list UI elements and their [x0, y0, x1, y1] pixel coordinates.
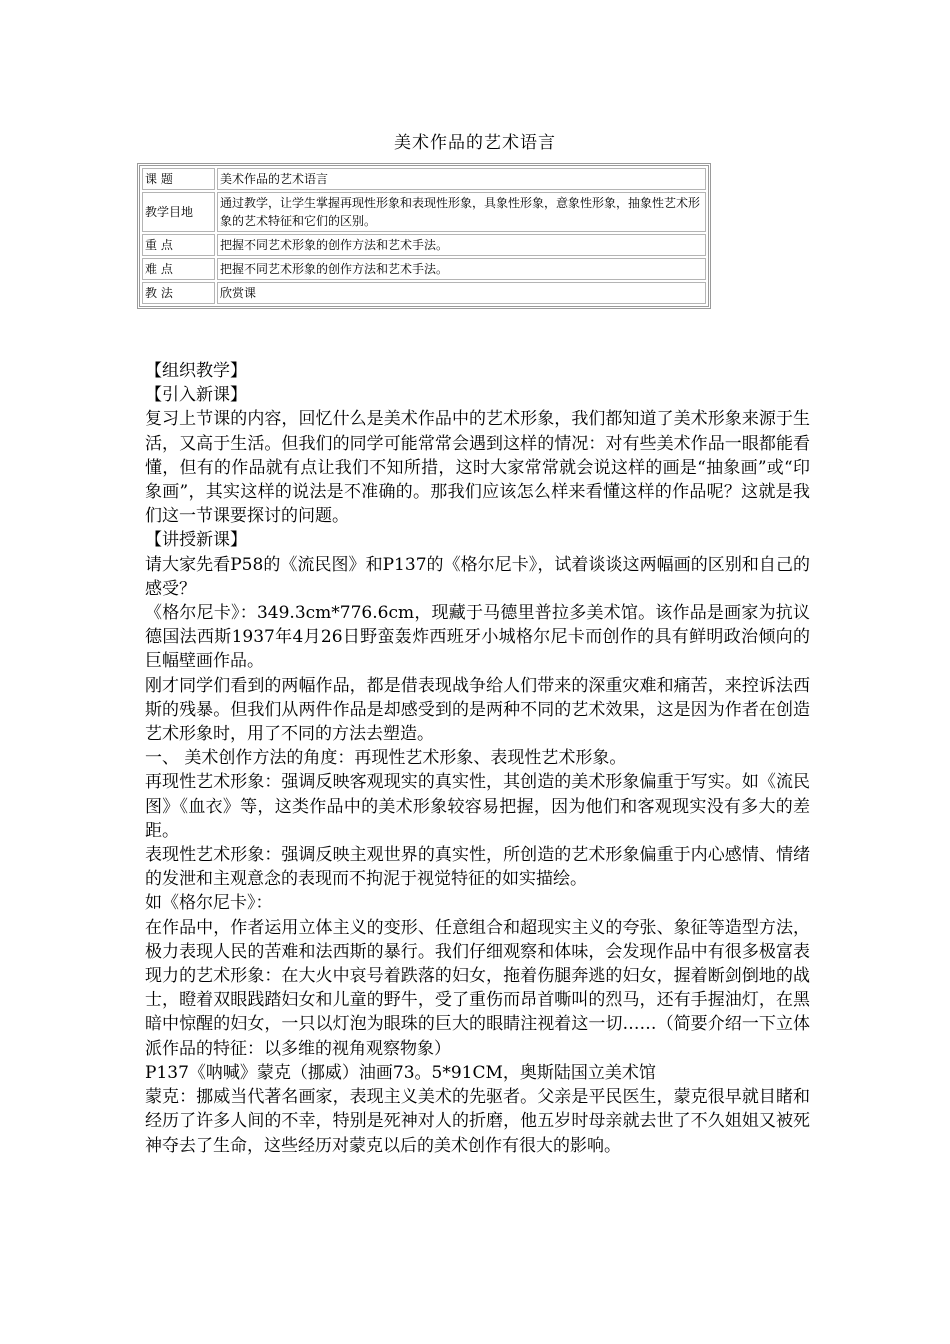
- table-row: [142, 192, 706, 232]
- section-heading: 【讲授新课】: [145, 530, 247, 551]
- paragraph: 《格尔尼卡》：349.3cm*776.6cm，现藏于马德里普拉多美术馆。该作品是画家为抗议德国法西斯1937年4月26日野蛮轰炸西班牙小城格尔尼卡而创作的具有鲜明政治倾向的巨幅壁画作品。: [145, 603, 810, 672]
- row-value: 通过教学，让学生掌握再现性形象和表现性形象，具象性形象，意象性形象，抽象性艺术形象的艺术特征和它们的区别。: [217, 192, 706, 232]
- paragraph: 在作品中，作者运用立体主义的变形、任意组合和超现实主义的夸张、象征等造型方法，极力表现人民的苦难和法西斯的暴行。我们仔细观察和体味，会发现作品中有很多极富表现力的艺术形象：在大火中哀号着跌落的妇女，拖着伤腿奔逃的妇女，握着断剑倒地的战士，瞪着双眼践踏妇女和儿童的野牛，受了重伤而昂首嘶叫的烈马，还有手握油灯，在黑暗中惊醒的妇女，一只以灯泡为眼珠的巨大的眼睛注视着这一切……（简要介绍一下立体派作品的特征：以多维的视角观察物象）: [145, 917, 810, 1059]
- row-value: 欣赏课: [217, 282, 706, 304]
- paragraph: 蒙克：挪威当代著名画家，表现主义美术的先驱者。父亲是平民医生，蒙克很早就目睹和经历了许多人间的不幸，特别是死神对人的折磨，他五岁时母亲就去世了不久姐姐又被死神夺去了生命，这些经历对蒙克以后的美术创作有很大的影响。: [145, 1087, 810, 1156]
- paragraph: 请大家先看P58的《流民图》和P137的《格尔尼卡》，试着谈谈这两幅画的区别和自己的感受？: [145, 554, 810, 599]
- paragraph: 再现性艺术形象：强调反映客观现实的真实性，其创造的美术形象偏重于写实。如《流民图》《血衣》等，这类作品中的美术形象较容易把握，因为他们和客观现实没有多大的差距。: [145, 772, 810, 841]
- row-label: 课 题: [142, 168, 215, 190]
- paragraph: 一、 美术创作方法的角度：再现性艺术形象、表现性艺术形象。: [145, 748, 627, 769]
- paragraph: P137《呐喊》蒙克（挪威）油画73。5*91CM，奥斯陆国立美术馆: [145, 1062, 656, 1083]
- table-row: [142, 168, 706, 190]
- table-row: [142, 234, 706, 256]
- row-value: 把握不同艺术形象的创作方法和艺术手法。: [217, 234, 706, 256]
- section-heading: 【引入新课】: [145, 385, 247, 406]
- table-row: [142, 282, 706, 304]
- row-label: 难 点: [142, 258, 215, 280]
- row-label: 教学目地: [142, 192, 215, 232]
- row-label: 教 法: [142, 282, 215, 304]
- section-heading: 【组织教学】: [145, 361, 247, 381]
- row-label: 重 点: [142, 234, 215, 256]
- row-value: 美术作品的艺术语言: [217, 168, 706, 190]
- table-row: [142, 258, 706, 280]
- row-value: 把握不同艺术形象的创作方法和艺术手法。: [217, 258, 706, 280]
- paragraph: 如《格尔尼卡》：: [145, 893, 273, 914]
- paragraph: 复习上节课的内容，回忆什么是美术作品中的艺术形象，我们都知道了美术形象来源于生活，又高于生活。但我们的同学可能常常会遇到这样的情况：对有些美术作品一眼都能看懂，但有的作品就有点让我们不知所措，这时大家常常就会说这样的画是“抽象画”或“印象画”，其实这样的说法是不准确的。那我们应该怎么样来看懂这样的作品呢？这就是我们这一节课要探讨的问题。: [145, 409, 810, 527]
- paragraph: 刚才同学们看到的两幅作品，都是借表现战争给人们带来的深重灾难和痛苦，来控诉法西斯的残暴。但我们从两件作品是却感受到的是两种不同的艺术效果，这是因为作者在创造艺术形象时，用了不同的方法去塑造。: [145, 675, 810, 745]
- lesson-info-table: [137, 163, 711, 309]
- document-title: 美术作品的艺术语言: [394, 133, 556, 153]
- lesson-body: [145, 359, 810, 1158]
- paragraph: 表现性艺术形象：强调反映主观世界的真实性，所创造的艺术形象偏重于内心感情、情绪的发泄和主观意念的表现而不拘泥于视觉特征的如实描绘。: [145, 845, 810, 890]
